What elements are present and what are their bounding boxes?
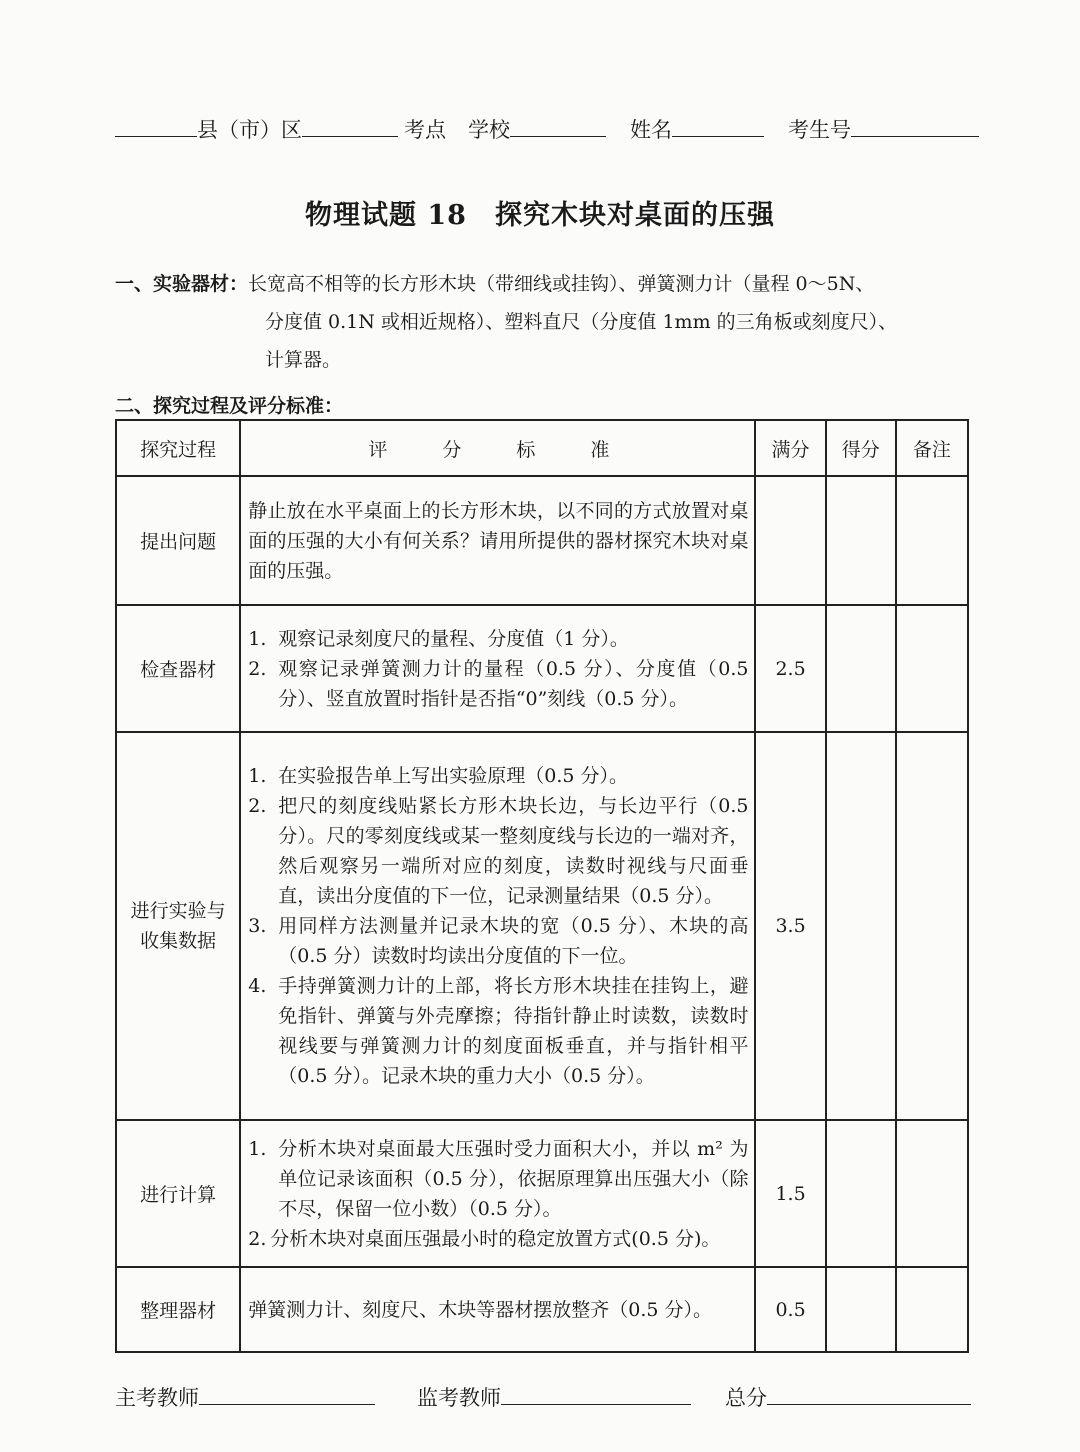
school-label: 学校 [468,118,510,142]
chief-examiner-blank[interactable] [199,1380,375,1405]
header-criteria: 评 分 标 准 [240,420,755,476]
stage-cell: 整理器材 [116,1267,240,1352]
materials-line-1: 长宽高不相等的长方形木块（带细线或挂钩）、弹簧测力计（量程 0～5N、 [248,273,875,295]
header-full-score: 满分 [755,420,825,476]
total-score-label: 总分 [725,1386,767,1410]
process-heading: 二、探究过程及评分标准： [115,395,344,417]
page-title: 物理试题 18 探究木块对桌面的压强 [305,200,775,231]
score-input-cell[interactable] [826,605,896,732]
table-header-row [116,420,968,476]
table-row [116,1267,968,1352]
criteria-item: 2. 观察记录弹簧测力计的量程（0.5 分）、分度值（0.5 分）、竖直放置时指针是否指“0”刻线（0.5 分）。 [248,657,749,710]
remarks-cell[interactable] [896,605,968,732]
total-score-blank[interactable] [767,1380,971,1405]
stage-cell: 进行计算 [116,1120,240,1267]
criteria-cell: 弹簧测力计、刻度尺、木块等器材摆放整齐（0.5 分）。 [240,1267,755,1352]
criteria-cell [240,605,755,732]
criteria-item: 1. 在实验报告单上写出实验原理（0.5 分）。 [248,765,629,787]
materials-line-2: 分度值 0.1N 或相近规格）、塑料直尺（分度值 1mm 的三角板或刻度尺）、 [265,311,898,333]
header-got-score: 得分 [826,420,896,476]
student-no-label: 考生号 [788,118,851,142]
full-score-cell: 3.5 [755,732,825,1120]
criteria-cell [240,1120,755,1267]
table-row [116,605,968,732]
remarks-cell[interactable] [896,476,968,605]
criteria-cell [240,732,755,1120]
score-input-cell[interactable] [826,1120,896,1267]
criteria-item: 3. 用同样方法测量并记录木块的宽（0.5 分）、木块的高（0.5 分）读数时均读出分度值的下一位。 [248,915,749,967]
score-input-cell[interactable] [826,732,896,1120]
criteria-cell: 静止放在水平桌面上的长方形木块，以不同的方式放置对桌面的压强的大小有何关系？请用所提供的器材探究木块对桌面的压强。 [240,476,755,605]
header-stage: 探究过程 [116,420,240,476]
materials-section [115,268,975,376]
proctor-blank[interactable] [501,1380,691,1405]
remarks-cell[interactable] [896,1267,968,1352]
score-input-cell[interactable] [826,1267,896,1352]
county-label: 县（市）区 [197,118,302,142]
criteria-item: 1. 观察记录刻度尺的量程、分度值（1 分）。 [248,627,629,650]
proctor-label: 监考教师 [417,1386,501,1410]
table-row [116,732,968,1120]
footer-signatures [115,1380,970,1416]
name-label: 姓名 [630,118,672,142]
stage-cell: 进行实验与 收集数据 [116,732,240,1120]
stage-cell: 提出问题 [116,476,240,605]
chief-examiner-label: 主考教师 [115,1386,199,1410]
stage-cell: 检查器材 [116,605,240,732]
table-row [116,476,968,605]
name-blank[interactable] [672,112,764,137]
remarks-cell[interactable] [896,1120,968,1267]
county-blank[interactable] [115,112,197,137]
materials-heading: 一、实验器材： [115,273,249,295]
exam-site-label: 考点 [404,118,446,142]
header-fields [115,112,970,144]
header-remarks: 备注 [896,420,968,476]
criteria-item: 2. 把尺的刻度线贴紧长方形木块长边，与长边平行（0.5 分）。尺的零刻度线或某一整刻度线与长边的一端对齐，然后观察另一端所对应的刻度，读数时视线与尺面垂直，读出分度值的下一位，记录测量结果（0.5 分）。 [248,795,749,907]
scoring-table [115,419,969,1353]
full-score-cell: 0.5 [755,1267,825,1352]
remarks-cell[interactable] [896,732,968,1120]
full-score-cell [755,476,825,605]
table-row [116,1120,968,1267]
county-district-blank[interactable] [302,112,398,137]
criteria-item: 2. 分析木块对桌面压强最小时的稳定放置方式(0.5 分)。 [248,1227,721,1250]
full-score-cell: 2.5 [755,605,825,732]
criteria-item: 1. 分析木块对桌面最大压强时受力面积大小，并以 m² 为单位记录该面积（0.5 分），依据原理算出压强大小（除不尽，保留一位小数）（0.5 分）。 [248,1137,749,1220]
student-no-blank[interactable] [851,112,979,137]
criteria-item: 4. 手持弹簧测力计的上部，将长方形木块挂在挂钩上，避免指针、弹簧与外壳摩擦；待指针静止时读数，读数时视线要与弹簧测力计的刻度面板垂直，并与指针相平（0.5 分）。记录木块的重力大小（0.5 分）。 [248,975,749,1087]
materials-line-3: 计算器。 [265,349,342,371]
school-blank[interactable] [510,112,606,137]
score-input-cell[interactable] [826,476,896,605]
full-score-cell: 1.5 [755,1120,825,1267]
